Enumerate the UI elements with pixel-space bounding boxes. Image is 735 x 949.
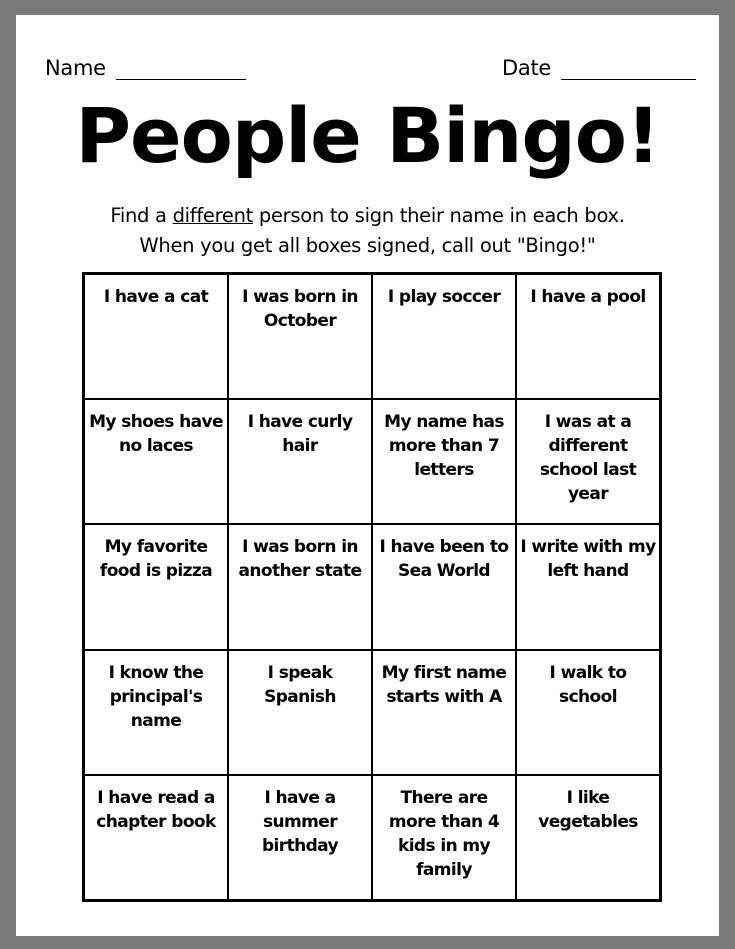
bingo-cell: I like vegetables: [516, 775, 660, 900]
worksheet-page: [16, 15, 719, 936]
bingo-cell: I know the principal's name: [84, 650, 228, 775]
date-field: [502, 56, 696, 80]
name-field: [45, 56, 246, 80]
instructions-underlined-word: different: [172, 204, 253, 227]
bingo-cell: I play soccer: [372, 274, 516, 399]
bingo-cell: I speak Spanish: [228, 650, 372, 775]
page-title: People Bingo!: [75, 91, 660, 180]
bingo-cell: I have a cat: [84, 274, 228, 399]
bingo-cell: I have a summer birthday: [228, 775, 372, 900]
bingo-cell: I was born in October: [228, 274, 372, 399]
date-blank-line: [561, 57, 696, 80]
bingo-cell: I was born in another state: [228, 524, 372, 649]
bingo-cell: I have a pool: [516, 274, 660, 399]
instructions-line-1-pre: Find a: [110, 204, 173, 227]
bingo-cell: I have curly hair: [228, 399, 372, 524]
instructions: [16, 201, 719, 261]
name-label: Name: [45, 56, 106, 80]
name-blank-line: [116, 57, 246, 80]
bingo-cell: I have been to Sea World: [372, 524, 516, 649]
bingo-cell: My name has more than 7 letters: [372, 399, 516, 524]
bingo-cell: I walk to school: [516, 650, 660, 775]
bingo-cell: I have read a chapter book: [84, 775, 228, 900]
bingo-cell: My favorite food is pizza: [84, 524, 228, 649]
bingo-cell: There are more than 4 kids in my family: [372, 775, 516, 900]
instructions-line-1-post: person to sign their name in each box.: [253, 204, 625, 227]
bingo-cell: My shoes have no laces: [84, 399, 228, 524]
bingo-cell: I write with my left hand: [516, 524, 660, 649]
bingo-grid: [82, 272, 662, 902]
bingo-cell: My first name starts with A: [372, 650, 516, 775]
bingo-cell: I was at a different school last year: [516, 399, 660, 524]
date-label: Date: [502, 56, 551, 80]
instructions-line-2: When you get all boxes signed, call out "Bingo!": [139, 234, 596, 257]
instructions-line-1: [16, 201, 719, 231]
